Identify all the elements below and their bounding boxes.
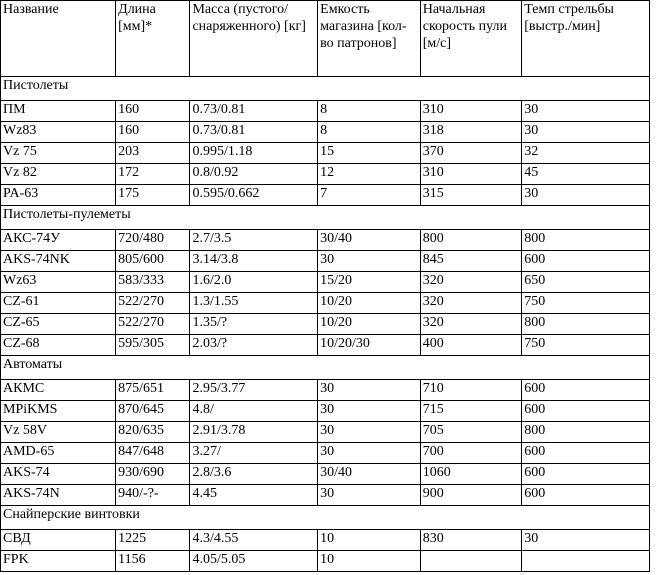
cell-name: MPiKMS — [1, 401, 116, 422]
cell-velocity: 700 — [420, 443, 522, 464]
category-row — [1, 206, 650, 230]
cell-rate-of-fire: 30 — [522, 530, 650, 551]
cell-name: Vz 75 — [1, 143, 116, 164]
cell-magazine: 30 — [318, 422, 421, 443]
cell-magazine: 7 — [318, 185, 421, 206]
cell-rate-of-fire: 32 — [522, 143, 650, 164]
cell-length: 175 — [116, 185, 190, 206]
cell-name: CZ-65 — [1, 314, 116, 335]
header-velocity: Начальная скорость пули [м/с] — [420, 1, 522, 77]
cell-velocity: 320 — [420, 314, 522, 335]
table-row — [1, 530, 650, 551]
cell-magazine: 15/20 — [318, 272, 421, 293]
table-row — [1, 293, 650, 314]
cell-mass: 4.45 — [190, 485, 318, 506]
header-name: Название — [1, 1, 116, 77]
table-row — [1, 230, 650, 251]
cell-mass: 2.95/3.77 — [190, 380, 318, 401]
cell-length: 870/645 — [116, 401, 190, 422]
cell-length: 820/635 — [116, 422, 190, 443]
table-row — [1, 380, 650, 401]
cell-rate-of-fire: 30 — [522, 101, 650, 122]
cell-name: Wz63 — [1, 272, 116, 293]
table-row — [1, 335, 650, 356]
cell-mass: 1.3/1.55 — [190, 293, 318, 314]
cell-rate-of-fire: 800 — [522, 314, 650, 335]
category-row — [1, 356, 650, 380]
cell-name: CZ-68 — [1, 335, 116, 356]
cell-magazine: 10 — [318, 530, 421, 551]
cell-magazine: 10/20 — [318, 314, 421, 335]
cell-velocity: 715 — [420, 401, 522, 422]
cell-rate-of-fire: 600 — [522, 251, 650, 272]
cell-rate-of-fire — [522, 551, 650, 572]
cell-mass: 4.3/4.55 — [190, 530, 318, 551]
cell-magazine: 10/20/30 — [318, 335, 421, 356]
cell-velocity: 830 — [420, 530, 522, 551]
cell-name: АКМС — [1, 380, 116, 401]
header-mass: Масса (пустого/снаряженного) [кг] — [190, 1, 318, 77]
cell-length: 583/333 — [116, 272, 190, 293]
cell-length: 875/651 — [116, 380, 190, 401]
cell-name: FPK — [1, 551, 116, 572]
header-row — [1, 1, 650, 77]
cell-rate-of-fire: 800 — [522, 422, 650, 443]
cell-name: Vz 82 — [1, 164, 116, 185]
cell-rate-of-fire: 800 — [522, 230, 650, 251]
table-row — [1, 464, 650, 485]
cell-velocity: 845 — [420, 251, 522, 272]
cell-length: 522/270 — [116, 314, 190, 335]
cell-mass: 2.03/? — [190, 335, 318, 356]
cell-magazine: 15 — [318, 143, 421, 164]
table-body — [1, 77, 650, 572]
category-row — [1, 506, 650, 530]
cell-rate-of-fire: 600 — [522, 401, 650, 422]
cell-mass: 2.91/3.78 — [190, 422, 318, 443]
cell-rate-of-fire: 30 — [522, 122, 650, 143]
cell-magazine: 30 — [318, 401, 421, 422]
table-row — [1, 443, 650, 464]
category-title: Пистолеты-пулеметы — [1, 206, 650, 230]
cell-magazine: 10/20 — [318, 293, 421, 314]
cell-mass: 3.14/3.8 — [190, 251, 318, 272]
cell-length: 930/690 — [116, 464, 190, 485]
cell-length: 720/480 — [116, 230, 190, 251]
cell-length: 172 — [116, 164, 190, 185]
cell-rate-of-fire: 600 — [522, 380, 650, 401]
category-title: Пистолеты — [1, 77, 650, 101]
cell-name: CZ-61 — [1, 293, 116, 314]
cell-name: AMD-65 — [1, 443, 116, 464]
cell-velocity: 900 — [420, 485, 522, 506]
cell-length: 160 — [116, 122, 190, 143]
table-row — [1, 314, 650, 335]
cell-magazine: 30 — [318, 443, 421, 464]
cell-velocity: 310 — [420, 101, 522, 122]
table-row — [1, 143, 650, 164]
cell-length: 1156 — [116, 551, 190, 572]
cell-mass: 1.35/? — [190, 314, 318, 335]
cell-rate-of-fire: 30 — [522, 185, 650, 206]
cell-rate-of-fire: 600 — [522, 443, 650, 464]
cell-length: 940/-?- — [116, 485, 190, 506]
cell-magazine: 8 — [318, 122, 421, 143]
cell-name: Wz83 — [1, 122, 116, 143]
table-row — [1, 551, 650, 572]
cell-rate-of-fire: 600 — [522, 485, 650, 506]
cell-length: 805/600 — [116, 251, 190, 272]
table-row — [1, 401, 650, 422]
table-row — [1, 272, 650, 293]
table-row — [1, 122, 650, 143]
table-row — [1, 251, 650, 272]
cell-magazine: 30/40 — [318, 464, 421, 485]
cell-magazine: 30 — [318, 485, 421, 506]
category-row — [1, 77, 650, 101]
cell-magazine: 30 — [318, 251, 421, 272]
cell-velocity: 318 — [420, 122, 522, 143]
cell-name: ПМ — [1, 101, 116, 122]
header-magazine: Емкость магазина [кол-во патронов] — [318, 1, 421, 77]
cell-magazine: 30 — [318, 380, 421, 401]
cell-mass: 4.05/5.05 — [190, 551, 318, 572]
cell-velocity — [420, 551, 522, 572]
table-row — [1, 185, 650, 206]
cell-length: 595/305 — [116, 335, 190, 356]
cell-length: 847/648 — [116, 443, 190, 464]
cell-name: СВД — [1, 530, 116, 551]
cell-velocity: 315 — [420, 185, 522, 206]
cell-magazine: 10 — [318, 551, 421, 572]
category-title: Автоматы — [1, 356, 650, 380]
header-rate-of-fire: Темп стрельбы [выстр./мин] — [522, 1, 650, 77]
cell-velocity: 320 — [420, 272, 522, 293]
cell-velocity: 710 — [420, 380, 522, 401]
cell-name: AKS-74NK — [1, 251, 116, 272]
cell-mass: 0.8/0.92 — [190, 164, 318, 185]
cell-length: 1225 — [116, 530, 190, 551]
cell-velocity: 370 — [420, 143, 522, 164]
cell-mass: 4.8/ — [190, 401, 318, 422]
cell-velocity: 310 — [420, 164, 522, 185]
cell-length: 522/270 — [116, 293, 190, 314]
cell-velocity: 1060 — [420, 464, 522, 485]
header-length: Длина [мм]* — [116, 1, 190, 77]
cell-mass: 0.595/0.662 — [190, 185, 318, 206]
cell-velocity: 320 — [420, 293, 522, 314]
cell-mass: 0.73/0.81 — [190, 101, 318, 122]
cell-rate-of-fire: 600 — [522, 464, 650, 485]
cell-magazine: 8 — [318, 101, 421, 122]
cell-rate-of-fire: 750 — [522, 335, 650, 356]
cell-name: АКС-74У — [1, 230, 116, 251]
cell-velocity: 400 — [420, 335, 522, 356]
cell-mass: 2.8/3.6 — [190, 464, 318, 485]
cell-length: 160 — [116, 101, 190, 122]
cell-magazine: 30/40 — [318, 230, 421, 251]
cell-name: PA-63 — [1, 185, 116, 206]
cell-name: AKS-74N — [1, 485, 116, 506]
table-row — [1, 101, 650, 122]
cell-mass: 2.7/3.5 — [190, 230, 318, 251]
cell-name: Vz 58V — [1, 422, 116, 443]
cell-rate-of-fire: 650 — [522, 272, 650, 293]
cell-rate-of-fire: 45 — [522, 164, 650, 185]
cell-length: 203 — [116, 143, 190, 164]
cell-mass: 0.995/1.18 — [190, 143, 318, 164]
cell-name: AKS-74 — [1, 464, 116, 485]
category-title: Снайперские винтовки — [1, 506, 650, 530]
cell-velocity: 705 — [420, 422, 522, 443]
table-row — [1, 164, 650, 185]
cell-mass: 1.6/2.0 — [190, 272, 318, 293]
table-row — [1, 422, 650, 443]
cell-mass: 3.27/ — [190, 443, 318, 464]
cell-mass: 0.73/0.81 — [190, 122, 318, 143]
cell-rate-of-fire: 750 — [522, 293, 650, 314]
cell-magazine: 12 — [318, 164, 421, 185]
table-row — [1, 485, 650, 506]
cell-velocity: 800 — [420, 230, 522, 251]
